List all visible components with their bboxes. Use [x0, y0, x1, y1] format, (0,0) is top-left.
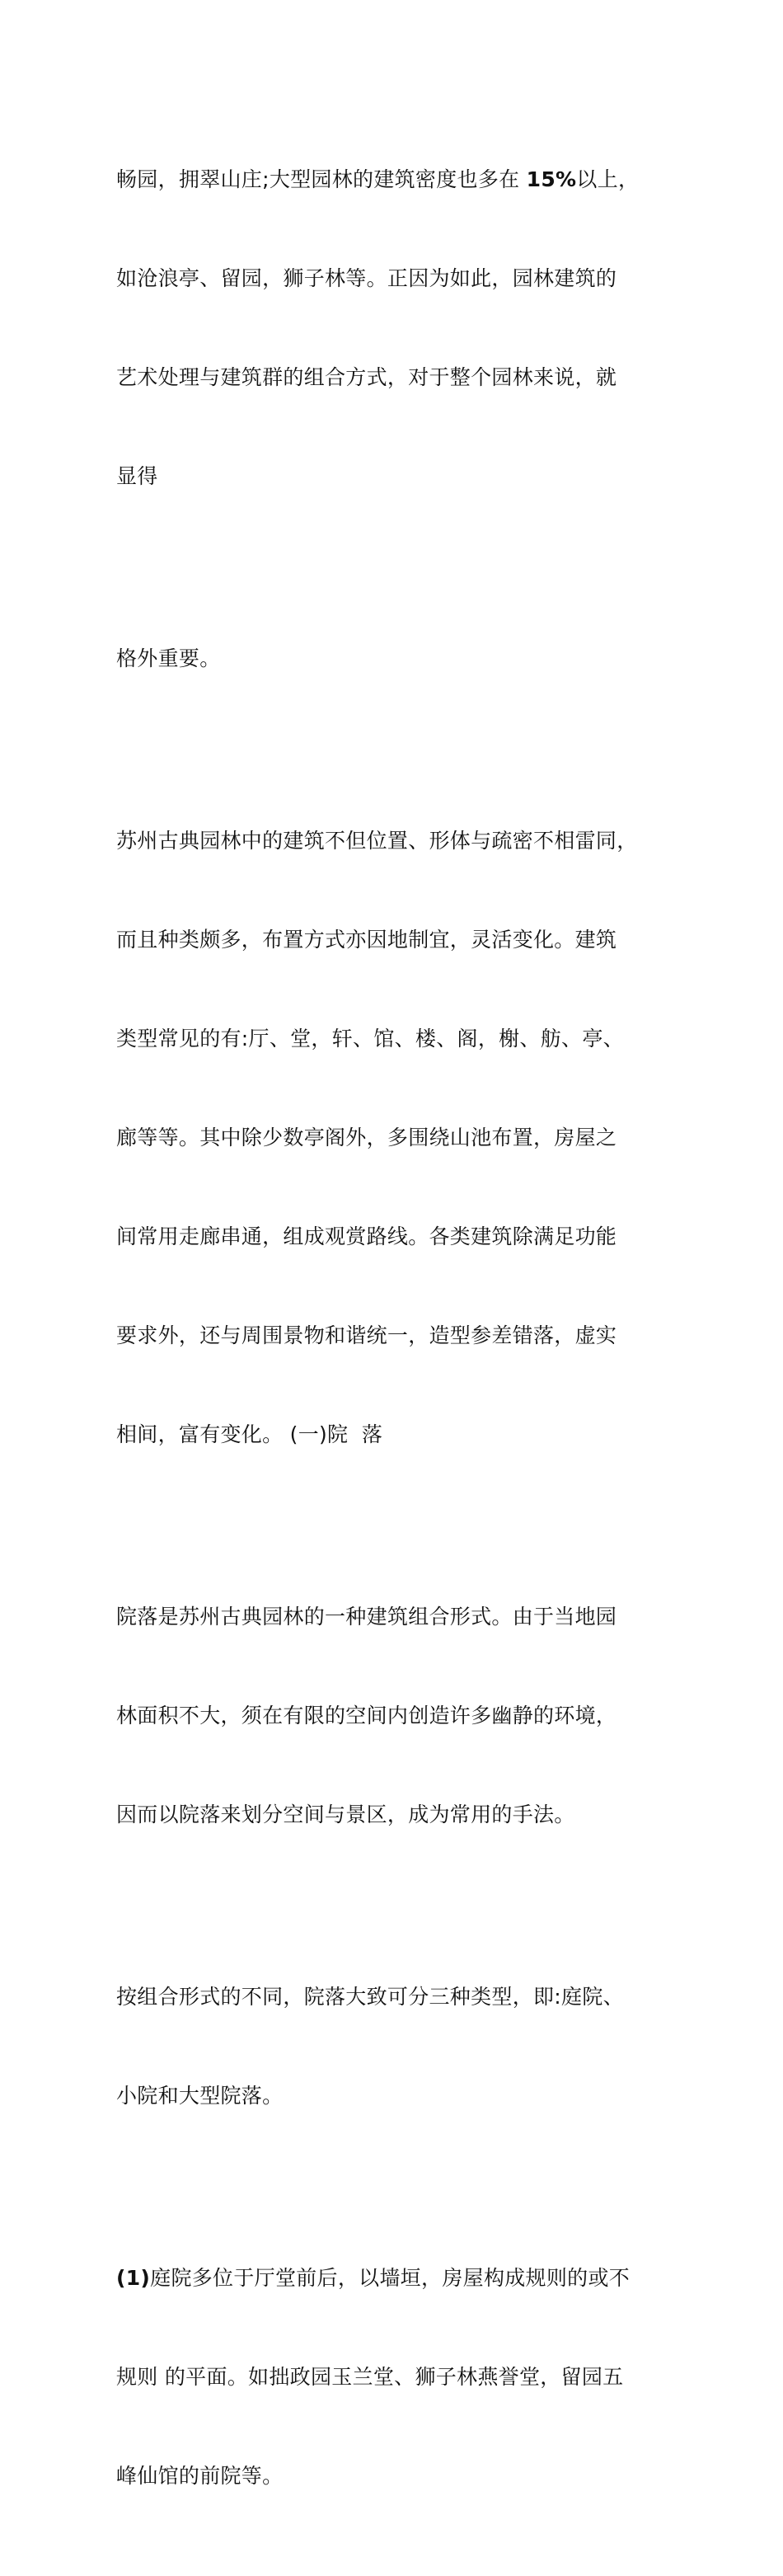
text-line — [116, 163, 668, 196]
text-line: 按组合形式的不同，院落大致可分三种类型，即:庭院、 — [116, 1985, 624, 2009]
text-line: 小院和大型院落。 — [116, 2084, 284, 2108]
paragraph-3 — [116, 759, 668, 1517]
text-run: 畅园，拥翠山庄;大型园林的建筑密度也多在 — [116, 167, 527, 191]
text-line: 峰仙馆的前院等。 — [116, 2464, 284, 2488]
text-line: 显得 — [116, 464, 158, 488]
text-run: 以上， — [576, 167, 640, 191]
text-line: 艺术处理与建筑群的组合方式，对于整个园林来说，就 — [116, 365, 617, 389]
document-body — [116, 97, 668, 2576]
text-line: 要求外，还与周围景物和谐统一，造型参差错落，虚实 — [116, 1323, 617, 1347]
paragraph-6 — [116, 2196, 668, 2559]
percent-value: 15% — [526, 167, 577, 191]
list-number: (1) — [116, 2266, 151, 2290]
paragraph-2 — [116, 576, 668, 741]
text-line — [116, 2262, 668, 2295]
text-line: 间常用走廊串通，组成观赏路线。各类建筑除满足功能 — [116, 1225, 617, 1248]
paragraph-4 — [116, 1535, 668, 1897]
text-line: 廊等等。其中除少数亭阁外，多围绕山池布置，房屋之 — [116, 1126, 617, 1149]
text-line: 类型常见的有:厅、堂，轩、馆、楼、阁，榭、舫、亭、 — [116, 1027, 624, 1051]
text-line: 林面积不大，须在有限的空间内创造许多幽静的环境， — [116, 1704, 617, 1728]
text-line: 规则 的平面。如拙政园玉兰堂、狮子林燕誉堂，留园五 — [116, 2365, 624, 2389]
paragraph-5 — [116, 1915, 668, 2179]
text-line: 而且种类颇多，布置方式亦因地制宜，灵活变化。建筑 — [116, 928, 617, 952]
text-run: 庭院多位于厅堂前后，以墙垣，房屋构成规则的或不 — [150, 2266, 631, 2290]
text-line: 相间，富有变化。 (一)院 落 — [116, 1422, 383, 1446]
text-line: 如沧浪亭、留园，狮子林等。正因为如此，园林建筑的 — [116, 266, 617, 290]
text-line: 苏州古典园林中的建筑不但位置、形体与疏密不相雷同， — [116, 829, 638, 853]
text-line: 因而以院落来划分空间与景区，成为常用的手法。 — [116, 1803, 575, 1826]
text-line: 院落是苏州古典园林的一种建筑组合形式。由于当地园 — [116, 1605, 617, 1629]
text-line: 格外重要。 — [116, 646, 221, 670]
paragraph-1 — [116, 97, 668, 559]
